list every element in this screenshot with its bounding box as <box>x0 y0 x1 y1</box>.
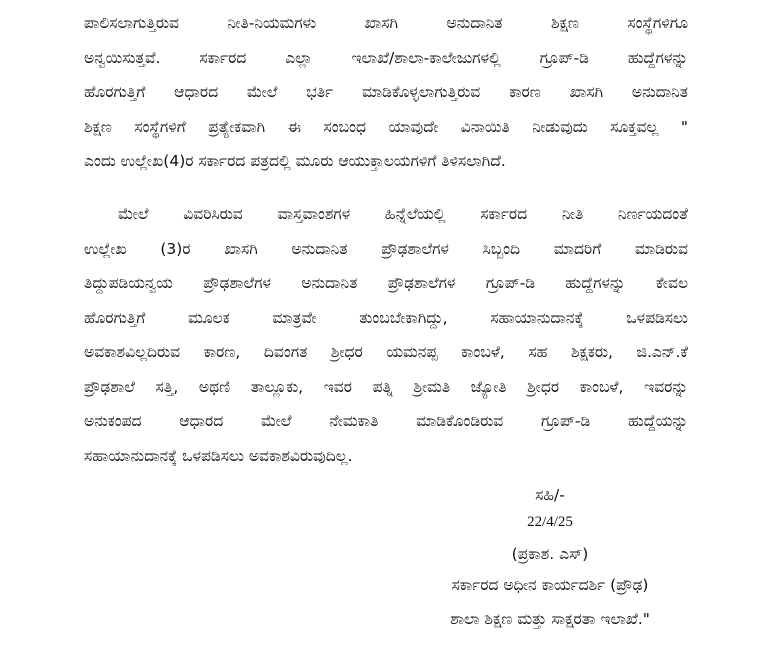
paragraph-line: ಸಹಾಯಾನುದಾನಕ್ಕೆ ಒಳಪಡಿಸಲು ಅವಕಾಶವಿರುವುದಿಲ್ಲ. <box>84 446 353 465</box>
paragraph-line: ಮೇಲೆ ವಿವರಿಸಿರುವ ವಾಸ್ತವಾಂಶಗಳ ಹಿನ್ನೆಲೆಯಲ್ಲಿ ಸರ್ಕಾರದ ನೀತಿ ನಿರ್ಣಯದಂತೆ <box>118 205 688 223</box>
signatory-department: ಶಾಲಾ ಶಿಕ್ಷಣ ಮತ್ತು ಸಾಕ್ಷರತಾ ಇಲಾಖೆ." <box>450 610 650 628</box>
paragraph-decision <box>84 197 688 473</box>
paragraph-line: ಶಿಕ್ಷಣ ಸಂಸ್ಥೆಗಳಿಗೆ ಪ್ರತ್ಯೇಕವಾಗಿ ಈ ಸಂಬಂಧ ಯಾವುದೇ ವಿನಾಯಿತಿ ನೀಡುವುದು ಸೂಕ್ತವಲ್ಲ " <box>84 117 688 136</box>
signature-date: 22/4/25 <box>527 514 573 530</box>
paragraph-line: ಪಾಲಿಸಲಾಗುತ್ತಿರುವ ನೀತಿ-ನಿಯಮಗಳು ಖಾಸಗಿ ಅನುದಾನಿತ ಶಿಕ್ಷಣ ಸಂಸ್ಥೆಗಳಿಗೂ <box>84 14 688 32</box>
paragraph-policy-context <box>84 6 688 179</box>
signatory-designation: ಸರ್ಕಾರದ ಅಧೀನ ಕಾರ್ಯದರ್ಶಿ (ಪ್ರೌಢ) <box>451 576 649 594</box>
signatory-name: (ಪ್ರಕಾಶ. ಎಸ್) <box>511 545 589 563</box>
signed-mark: ಸಹಿ/- <box>535 486 565 504</box>
paragraph-line: ಅನ್ವಯಿಸುತ್ತವೆ. ಸರ್ಕಾರದ ಎಲ್ಲಾ ಇಲಾಖೆ/ಶಾಲಾ-ಕಾಲೇಜುಗಳಲ್ಲಿ ಗ್ರೂಪ್-ಡಿ ಹುದ್ದೆಗಳನ್ನು <box>84 48 688 67</box>
paragraph-line: ತಿದ್ದುಪಡಿಯನ್ವಯ ಪ್ರೌಢಶಾಲೆಗಳ ಅನುದಾನಿತ ಪ್ರೌಢಶಾಲೆಗಳ ಗ್ರೂಪ್-ಡಿ ಹುದ್ದೆಗಳನ್ನು ಕೇವಲ <box>84 274 688 292</box>
paragraph-line: ಅವಕಾಶವಿಲ್ಲದಿರುವ ಕಾರಣ, ದಿವಂಗತ ಶ್ರೀಧರ ಯಮನಪ್ಪ ಕಾಂಬಳೆ, ಸಹ ಶಿಕ್ಷಕರು, ಜಿ.ಎನ್.ಕೆ <box>84 343 688 361</box>
paragraph-line: ಹೊರಗುತ್ತಿಗೆ ಮೂಲಕ ಮಾತ್ರವೇ ತುಂಬಬೇಕಾಗಿದ್ದು, ಸಹಾಯಾನುದಾನಕ್ಕೆ ಒಳಪಡಿಸಲು <box>84 308 688 327</box>
paragraph-line: ಎಂದು ಉಲ್ಲೇಖ(4)ರ ಸರ್ಕಾರದ ಪತ್ರದಲ್ಲಿ ಮೂರು ಆಯುಕ್ತಾಲಯಗಳಿಗೆ ತಿಳಿಸಲಾಗಿದೆ. <box>84 152 506 170</box>
paragraph-line: ಪ್ರೌಢಶಾಲೆ ಸತ್ತಿ, ಅಥಣಿ ತಾಲ್ಲೂಕು, ಇವರ ಪತ್ನಿ ಶ್ರೀಮತಿ ಜ್ಯೋತಿ ಶ್ರೀಧರ ಕಾಂಬಳೆ, ಇವರನ್ನು <box>84 377 688 396</box>
paragraph-line: ಹೊರಗುತ್ತಿಗೆ ಆಧಾರದ ಮೇಲೆ ಭರ್ತಿ ಮಾಡಿಕೊಳ್ಳಲಾಗುತ್ತಿರುವ ಕಾರಣ ಖಾಸಗಿ ಅನುದಾನಿತ <box>84 83 688 101</box>
paragraph-line: ಅನುಕಂಪದ ಆಧಾರದ ಮೇಲೆ ನೇಮಕಾತಿ ಮಾಡಿಕೊಂಡಿರುವ ಗ್ರೂಪ್-ಡಿ ಹುದ್ದೆಯನ್ನು <box>84 412 688 430</box>
paragraph-line: ಉಲ್ಲೇಖ (3)ರ ಖಾಸಗಿ ಅನುದಾನಿತ ಪ್ರೌಢಶಾಲೆಗಳ ಸಿಬ್ಬಂದಿ ಮಾದರಿಗೆ ಮಾಡಿರುವ <box>84 239 688 258</box>
